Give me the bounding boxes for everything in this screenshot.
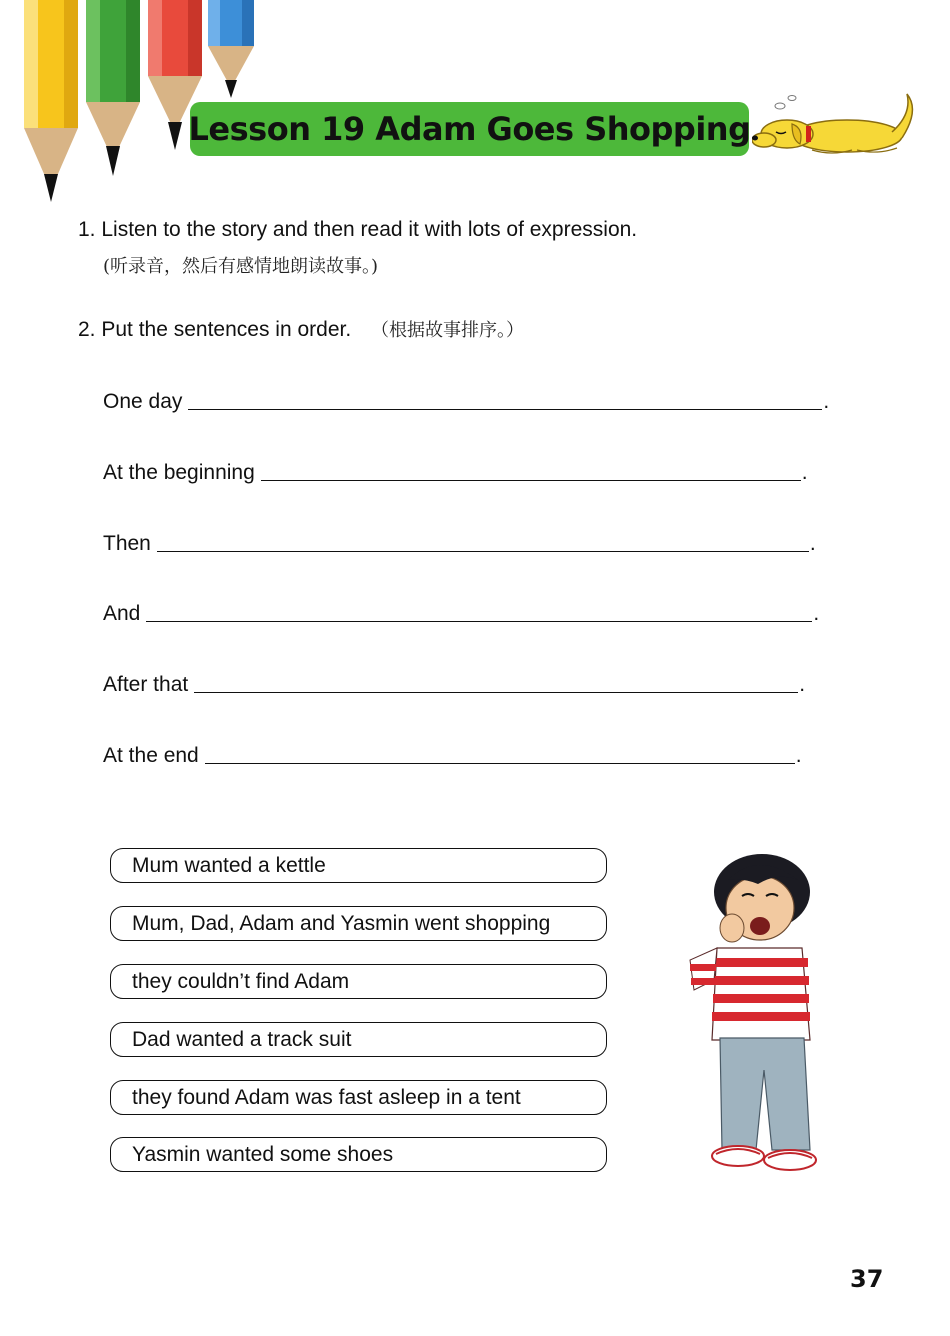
instruction-2 — [78, 316, 524, 342]
answer-blank[interactable] — [188, 389, 822, 410]
sentence-option[interactable]: they found Adam was fast asleep in a tent — [110, 1080, 607, 1115]
answer-line-after-that — [103, 667, 805, 697]
line-starter: At the end — [103, 744, 199, 767]
answer-line-at-the-end — [103, 738, 802, 768]
crying-boy-illustration — [672, 850, 832, 1190]
answer-line-one-day — [103, 384, 829, 414]
line-starter: At the beginning — [103, 461, 255, 484]
lesson-title-banner — [190, 102, 749, 156]
answer-blank[interactable] — [194, 672, 798, 693]
sleeping-dog-illustration — [752, 92, 922, 162]
instruction-2-text: 2. Put the sentences in order. — [78, 318, 352, 341]
line-period: . — [823, 390, 830, 413]
answer-blank[interactable] — [205, 743, 795, 764]
sentence-option[interactable]: they couldn’t find Adam — [110, 964, 607, 999]
line-period: . — [795, 744, 802, 767]
sentence-option[interactable]: Mum, Dad, Adam and Yasmin went shopping — [110, 906, 607, 941]
answer-blank[interactable] — [157, 531, 809, 552]
instruction-1-chinese: (听录音，然后有感情地朗读故事。) — [103, 256, 379, 277]
lesson-title: Lesson 19 Adam Goes Shopping — [188, 110, 751, 148]
sentence-option[interactable]: Mum wanted a kettle — [110, 848, 607, 883]
answer-line-and — [103, 596, 819, 626]
answer-blank[interactable] — [146, 601, 812, 622]
line-starter: One day — [103, 390, 183, 413]
page-number: 37 — [850, 1265, 884, 1293]
answer-line-at-the-beginning — [103, 455, 808, 485]
line-starter: And — [103, 602, 141, 625]
sentence-option[interactable]: Yasmin wanted some shoes — [110, 1137, 607, 1172]
line-starter: Then — [103, 532, 151, 555]
answer-line-then — [103, 526, 816, 556]
line-period: . — [809, 532, 816, 555]
line-period: . — [813, 602, 820, 625]
line-starter: After that — [103, 673, 189, 696]
instruction-2-chinese: （根据故事排序。） — [371, 320, 525, 341]
answer-blank[interactable] — [261, 460, 801, 481]
line-period: . — [801, 461, 808, 484]
line-period: . — [799, 673, 806, 696]
instruction-1: 1. Listen to the story and then read it with lots of expression. — [78, 218, 638, 241]
sentence-option[interactable]: Dad wanted a track suit — [110, 1022, 607, 1057]
